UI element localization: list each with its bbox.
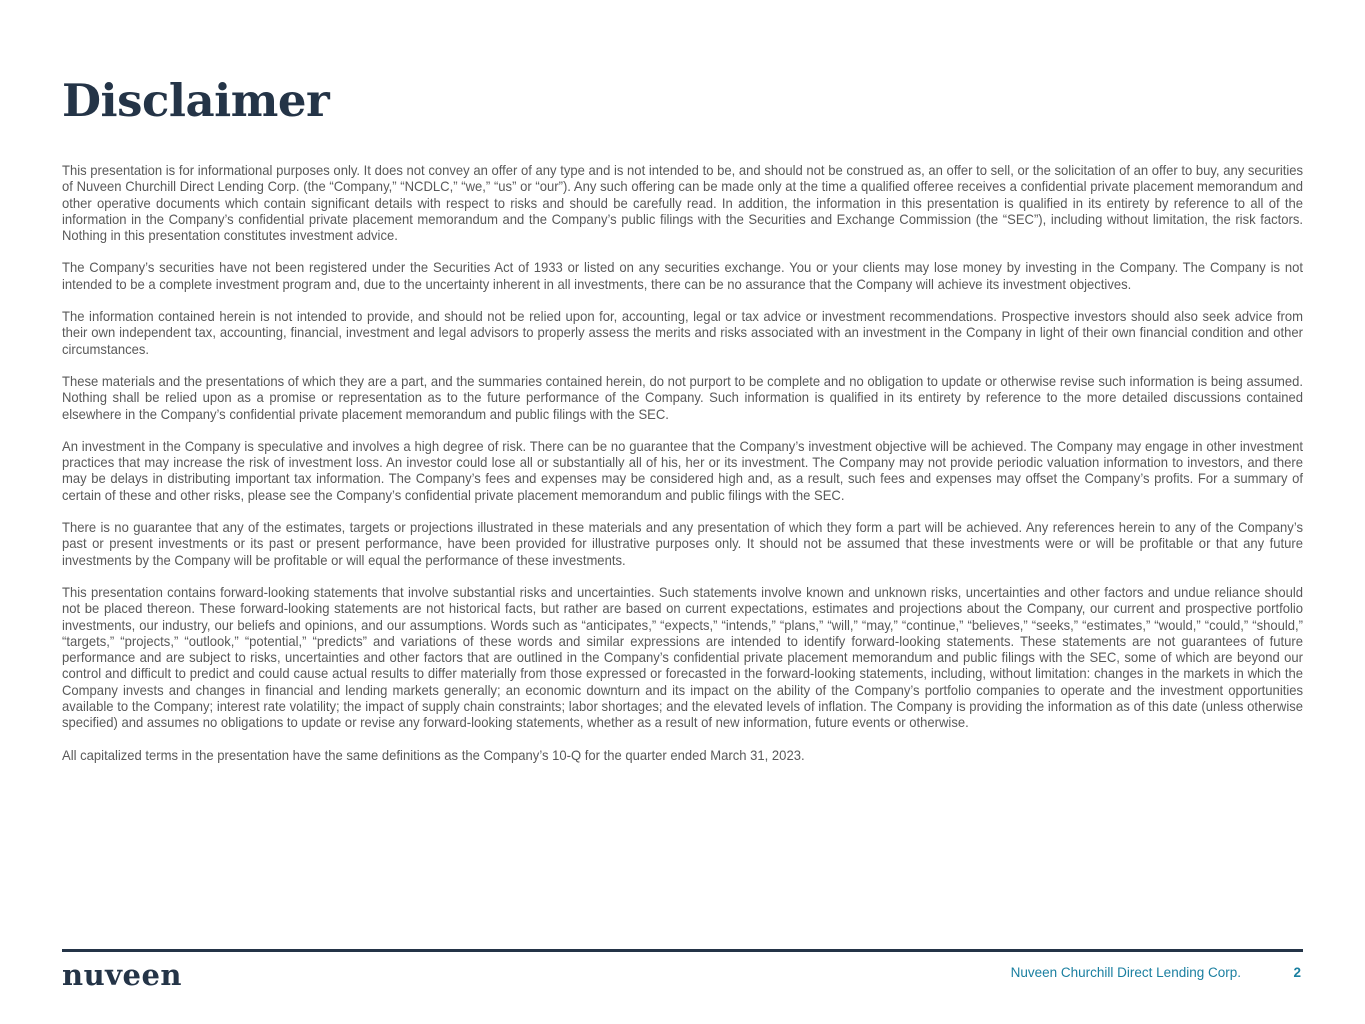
- page-number: 2: [1293, 965, 1301, 980]
- page-title: Disclaimer: [62, 74, 330, 127]
- nuveen-logo: nuveen: [62, 958, 183, 992]
- disclaimer-paragraph-terms: All capitalized terms in the presentation have the same definitions as the Company’s 10-Q for the quarter ended March 31, 2023.: [62, 747, 805, 763]
- disclaimer-paragraph-forward-looking: This presentation contains forward-looking statements that involve substantial risks and uncertainties. Such statements involve known and unknown risks, uncertainties and other factors and undue reliance should not be placed thereon. These forward-looking statements are not historical facts, but rather are based on current expectations, estimates and projections about the Company, our current and prospective portfolio investments, our industry, our beliefs and opinions, and our assumptions. Words such as “anticipates,” “expects,” “intends,” “plans,” “will,” “may,” “continue,” “believes,” “seeks,” “estimates,” “would,” “could,” “should,” “targets,” “projects,” “outlook,” “potential,” “predicts” and variations of these words and similar expressions are intended to identify forward-looking statements. These statements are not guarantees of future performance and are subject to risks, uncertainties and other factors that are outlined in the Company’s confidential private placement memorandum and public filings with the SEC, some of which are beyond our control and difficult to predict and could cause actual results to differ materially from those expressed or forecasted in the forward-looking statements, including, without limitation: changes in the markets in which the Company invests and changes in financial and lending markets generally; an economic downturn and its impact on the ability of the Company’s portfolio companies to operate and the investment opportunities available to the Company; interest rate volatility; the impact of supply chain constraints; labor shortages; and the elevated levels of inflation. The Company is providing the information as of this date (unless otherwise specified) and assumes no obligations to update or revise any forward-looking statements, whether as a result of new information, future events or otherwise.: [62, 584, 1304, 731]
- disclaimer-body: [62, 163, 1303, 780]
- footer-company-name: Nuveen Churchill Direct Lending Corp.: [1010, 965, 1241, 980]
- disclaimer-paragraph-securities: The Company’s securities have not been registered under the Securities Act of 1933 or listed on any securities exchange. You or your clients may lose money by investing in the Company. The Company is not intended to be a complete investment program and, due to the uncertainty inherent in all investments, there can be no assurance that the Company will achieve its investment objectives.: [62, 260, 1304, 292]
- disclaimer-paragraph-guarantee: There is no guarantee that any of the estimates, targets or projections illustrated in these materials and any presentation of which they form a part will be achieved. Any references herein to any of the Company’s past or present investments or its past or present performance, have been provided for illustrative purposes only. It should not be assumed that these investments were or will be profitable or that any future investments by the Company will be profitable or will equal the performance of these investments.: [62, 520, 1304, 568]
- disclaimer-paragraph-advice: The information contained herein is not intended to provide, and should not be relied upon for, accounting, legal or tax advice or investment recommendations. Prospective investors should also seek advice from their own independent tax, accounting, financial, investment and legal advisors to properly assess the merits and risks associated with an investment in the Company in light of their own financial condition and other circumstances.: [62, 309, 1304, 357]
- disclaimer-paragraph-informational: This presentation is for informational purposes only. It does not convey an offer of any type and is not intended to be, and should not be construed as, an offer to sell, or the solicitation of an offer to buy, any securities of Nuveen Churchill Direct Lending Corp. (the “Company,” “NCDLC,” “we,” “us” or “our”). Any such offering can be made only at the time a qualified offeree receives a confidential private placement memorandum and other operative documents which contain significant details with respect to risks and should be carefully read. In addition, the information in this presentation is qualified in its entirety by reference to all of the information in the Company’s confidential private placement memorandum and the Company’s public filings with the Securities and Exchange Commission (the “SEC”), including without limitation, the risk factors. Nothing in this presentation constitutes investment advice.: [62, 163, 1304, 244]
- disclaimer-paragraph-materials: These materials and the presentations of which they are a part, and the summaries contained herein, do not purport to be complete and no obligation to update or otherwise revise such information is being assumed. Nothing shall be relied upon as a promise or representation as to the future performance of the Company. Such information is qualified in its entirety by reference to the more detailed discussions contained elsewhere in the Company’s confidential private placement memorandum and public filings with the SEC.: [62, 373, 1304, 422]
- footer-divider: [62, 949, 1303, 952]
- disclaimer-paragraph-risk: An investment in the Company is speculative and involves a high degree of risk. There can be no guarantee that the Company’s investment objective will be achieved. The Company may engage in other investment practices that may increase the risk of investment loss. An investor could lose all or substantially all of his, her or its investment. The Company may not provide periodic valuation information to investors, and there may be delays in distributing important tax information. The Company’s fees and expenses may be considered high and, as a result, such fees and expenses may offset the Company’s profits. For a summary of certain of these and other risks, please see the Company’s confidential private placement memorandum and public filings with the SEC.: [62, 438, 1304, 503]
